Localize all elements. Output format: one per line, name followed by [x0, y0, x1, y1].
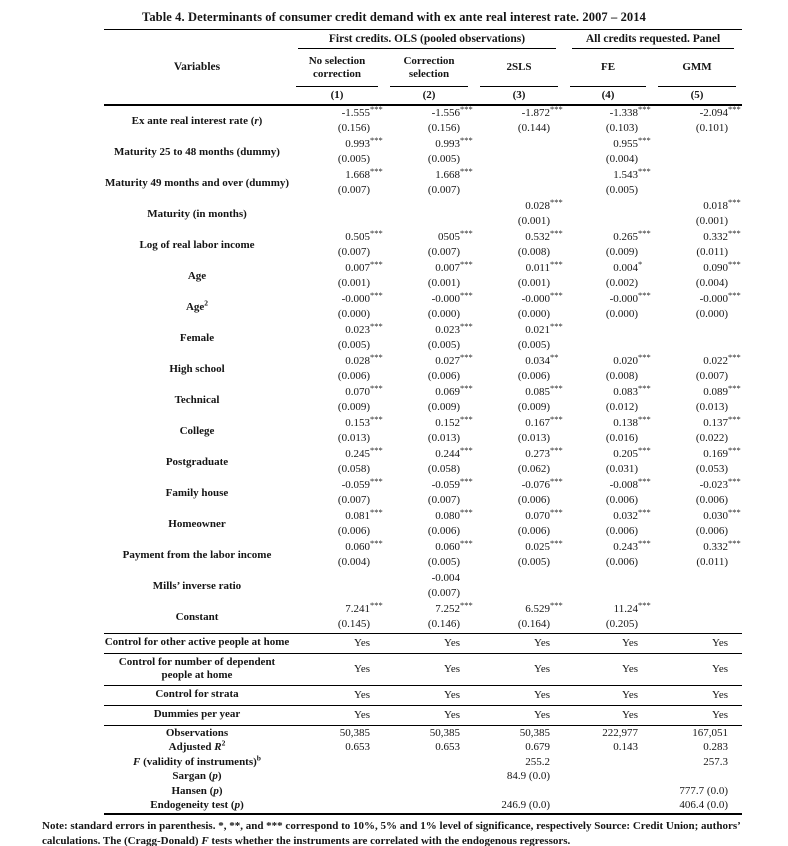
coefficient-row — [104, 447, 742, 463]
coefficient-cell: 0.021 *** — [525, 320, 563, 336]
coefficient-row — [104, 199, 742, 215]
control-value-cell: Yes — [474, 685, 564, 705]
stat-label: Endogeneity test (p) — [104, 798, 290, 814]
coefficient-cell: 0.244 *** — [435, 444, 473, 460]
control-value-cell: Yes — [474, 653, 564, 685]
stat-value-cell — [384, 769, 474, 784]
variables-header: Variables — [104, 30, 290, 105]
model-number-2: (2) — [384, 87, 474, 105]
standard-error-cell: (0.000) — [337, 308, 370, 320]
standard-error-cell: (0.005) — [517, 339, 550, 351]
standard-error-cell: (0.006) — [605, 525, 638, 537]
coefficient-row — [104, 168, 742, 184]
stat-value-cell: 84.9 (0.0) — [506, 770, 550, 782]
variable-label: Homeowner — [168, 517, 226, 530]
control-value-cell: Yes — [384, 685, 474, 705]
standard-error-cell: (0.013) — [337, 432, 370, 444]
coefficient-row — [104, 571, 742, 587]
coefficient-cell — [384, 199, 474, 215]
coefficient-cell: 0.007 *** — [345, 258, 383, 274]
coefficient-cell — [564, 323, 652, 339]
coefficient-cell: -0.000 *** — [521, 289, 563, 305]
standard-error-cell: (0.001) — [427, 277, 460, 289]
standard-error-cell: (0.005) — [337, 153, 370, 165]
variable-label: Family house — [165, 486, 229, 499]
control-value-cell: Yes — [384, 705, 474, 725]
table-body — [104, 105, 742, 634]
variable-label: Ex ante real interest rate (r) — [131, 114, 263, 127]
standard-error-cell: (0.007) — [337, 494, 370, 506]
coefficient-cell: 0.007 *** — [435, 258, 473, 274]
standard-error-cell: (0.004) — [695, 277, 728, 289]
standard-error-cell: (0.001) — [517, 215, 550, 227]
group-header-ols-label: First credits. OLS (pooled observations) — [298, 30, 556, 49]
control-row — [104, 705, 742, 725]
variable-label: Log of real labor income — [139, 238, 255, 251]
stat-value-cell: 222,977 — [602, 726, 638, 739]
variable-label: Payment from the labor income — [122, 548, 272, 561]
coefficient-cell: 0.332 *** — [703, 227, 741, 243]
standard-error-cell: (0.006) — [337, 370, 370, 382]
stat-value-cell: 0.679 — [525, 741, 550, 753]
coefficient-cell — [290, 199, 384, 215]
standard-error-cell: (0.144) — [517, 122, 550, 134]
variable-label: Female — [179, 331, 215, 344]
standard-error-cell: (0.012) — [605, 401, 638, 413]
standard-error-cell: (0.006) — [517, 370, 550, 382]
stat-value-cell: 777.7 (0.0) — [679, 784, 728, 797]
coefficient-cell: -0.059 *** — [431, 475, 473, 491]
coefficient-cell: 0.083 *** — [613, 382, 651, 398]
control-value-cell: Yes — [290, 705, 384, 725]
stat-value-cell — [384, 798, 474, 814]
stat-row — [104, 755, 742, 770]
coefficient-cell: -0.059 *** — [341, 475, 383, 491]
standard-error-cell: (0.002) — [605, 277, 638, 289]
stat-value-cell: 50,385 — [429, 726, 460, 739]
standard-error-cell: (0.145) — [337, 618, 370, 630]
stat-value-cell — [564, 784, 652, 799]
standard-error-cell: (0.062) — [517, 463, 550, 475]
coefficient-cell: 0.080 *** — [435, 506, 473, 522]
stat-label: F (validity of instruments)$^b$ — [133, 752, 261, 768]
stat-value-cell — [290, 769, 384, 784]
stat-row — [104, 740, 742, 755]
coefficient-cell — [652, 323, 742, 339]
standard-error-cell: (0.005) — [427, 556, 460, 568]
variable-label: Maturity 25 to 48 months (dummy) — [114, 145, 280, 158]
coefficient-cell: 0.027 *** — [435, 351, 473, 367]
model-number-4: (4) — [564, 87, 652, 105]
standard-error-cell: (0.022) — [695, 432, 728, 444]
coefficient-cell: -1.338 *** — [609, 103, 651, 119]
stat-label: Sargan (p) — [172, 770, 222, 782]
standard-error-cell: (0.013) — [695, 401, 728, 413]
control-value-cell: Yes — [652, 705, 742, 725]
standard-error-cell: (0.007) — [337, 246, 370, 258]
standard-error-cell: (0.000) — [695, 308, 728, 320]
control-value-cell: Yes — [384, 653, 474, 685]
coefficient-cell: 0.004 * — [613, 258, 643, 274]
standard-error-cell: (0.000) — [427, 308, 460, 320]
stat-value-cell — [564, 769, 652, 784]
coefficient-row — [104, 105, 742, 122]
standard-error-cell — [652, 617, 742, 633]
coefficient-cell: 11.24 *** — [613, 599, 651, 615]
stat-label: Hansen (p) — [171, 784, 223, 797]
coefficient-cell — [564, 199, 652, 215]
coefficient-cell: 0.028 *** — [345, 351, 383, 367]
coefficient-cell: -1.556 *** — [431, 103, 473, 119]
coefficient-cell: 0.018 *** — [703, 196, 741, 212]
coefficient-cell: 6.529 *** — [525, 599, 563, 615]
stat-label: Observations — [165, 726, 229, 739]
standard-error-cell: (0.006) — [605, 494, 638, 506]
control-value-cell: Yes — [474, 705, 564, 725]
standard-error-cell: (0.001) — [695, 215, 728, 227]
coefficient-row — [104, 385, 742, 401]
stat-value-cell: 50,385 — [339, 726, 370, 739]
coefficient-cell: -0.000 *** — [341, 289, 383, 305]
variable-label: Mills’ inverse ratio — [152, 579, 242, 592]
column-header-no-selection: No selection correction — [290, 50, 384, 87]
coefficient-cell: 0.532 *** — [525, 227, 563, 243]
coefficient-cell: 0.032 *** — [613, 506, 651, 522]
stat-value-cell — [564, 755, 652, 770]
controls-body — [104, 633, 742, 725]
variable-label: Constant — [175, 610, 219, 623]
column-header-gmm: GMM — [652, 50, 742, 87]
control-value-cell: Yes — [290, 685, 384, 705]
control-row — [104, 685, 742, 705]
coefficient-row — [104, 354, 742, 370]
coefficient-cell — [474, 168, 564, 184]
stats-body — [104, 725, 742, 814]
coefficient-cell: 0.011 *** — [525, 258, 563, 274]
stat-value-cell — [290, 784, 384, 799]
stat-value-cell — [384, 784, 474, 799]
standard-error-cell: (0.058) — [337, 463, 370, 475]
standard-error-cell: (0.007) — [427, 494, 460, 506]
control-label: Control for number of dependent people at home — [104, 653, 290, 685]
control-value-cell: Yes — [290, 633, 384, 653]
coefficient-cell: 0.138 *** — [613, 413, 651, 429]
coefficient-cell: -0.000 *** — [609, 289, 651, 305]
standard-error-cell: (0.008) — [605, 370, 638, 382]
standard-error-cell: (0.001) — [337, 277, 370, 289]
standard-error-cell: (0.103) — [605, 122, 638, 134]
control-value-cell: Yes — [474, 633, 564, 653]
standard-error-cell: (0.005) — [517, 556, 550, 568]
standard-error-cell: (0.000) — [517, 308, 550, 320]
coefficient-row — [104, 261, 742, 277]
standard-error-cell: (0.004) — [605, 153, 638, 165]
coefficient-cell — [652, 137, 742, 153]
stat-row — [104, 769, 742, 784]
standard-error-cell: (0.011) — [696, 556, 728, 568]
standard-error-cell: (0.031) — [605, 463, 638, 475]
standard-error-cell: (0.005) — [605, 184, 638, 196]
standard-error-cell: (0.006) — [427, 370, 460, 382]
table-title: Table 4. Determinants of consumer credit demand with ex ante real interest rate. 2007 – 2014 — [142, 10, 646, 24]
coefficient-cell: 0.060 *** — [345, 537, 383, 553]
group-header-panel-label: All credits requested. Panel — [572, 30, 734, 49]
variable-label: Age$^2$ — [185, 297, 209, 313]
standard-error-cell — [652, 586, 742, 602]
stat-value-cell: 0.143 — [613, 741, 638, 753]
standard-error-cell: (0.009) — [605, 246, 638, 258]
stat-value-cell: 0.653 — [345, 741, 370, 753]
stat-value-cell: 246.9 (0.0) — [474, 798, 564, 814]
coefficient-cell: -0.008 *** — [609, 475, 651, 491]
coefficient-cell: 0.137 *** — [703, 413, 741, 429]
coefficient-cell: 0.023 *** — [345, 320, 383, 336]
stat-value-cell — [384, 755, 474, 770]
standard-error-cell: (0.011) — [696, 246, 728, 258]
variable-label: Technical — [174, 393, 220, 406]
stat-value-cell: 257.3 — [703, 755, 728, 768]
coefficient-row — [104, 509, 742, 525]
standard-error-cell: (0.058) — [427, 463, 460, 475]
variable-label: Postgraduate — [165, 455, 229, 468]
group-header-ols — [290, 30, 564, 50]
stat-value-cell — [290, 798, 384, 814]
coefficient-cell: 1.543 *** — [613, 165, 651, 181]
standard-error-cell: (0.000) — [605, 308, 638, 320]
coefficient-cell: 0.169 *** — [703, 444, 741, 460]
control-row — [104, 633, 742, 653]
standard-error-cell: (0.006) — [695, 525, 728, 537]
control-value-cell: Yes — [290, 653, 384, 685]
variable-label: College — [179, 424, 215, 437]
control-value-cell: Yes — [564, 653, 652, 685]
stat-value-cell: 0.653 — [435, 741, 460, 753]
stat-label: Adjusted $R^2$ — [168, 738, 226, 753]
standard-error-cell: (0.009) — [427, 401, 460, 413]
standard-error-cell: (0.007) — [695, 370, 728, 382]
stat-value-cell — [652, 769, 742, 784]
coefficient-cell: 0.090 *** — [703, 258, 741, 274]
coefficient-cell: 0.167 *** — [525, 413, 563, 429]
variable-label: Maturity 49 months and over (dummy) — [104, 176, 290, 189]
coefficient-cell: 0.023 *** — [435, 320, 473, 336]
control-label: Dummies per year — [104, 705, 290, 725]
standard-error-cell: (0.146) — [427, 618, 460, 630]
standard-error-cell: (0.013) — [517, 432, 550, 444]
coefficient-cell: 0.025 *** — [525, 537, 563, 553]
coefficient-cell — [652, 602, 742, 618]
variable-label: Maturity (in months) — [147, 207, 247, 220]
stat-row — [104, 798, 742, 814]
standard-error-cell: (0.053) — [695, 463, 728, 475]
coefficient-cell: 0.030 *** — [703, 506, 741, 522]
standard-error-cell: (0.101) — [695, 122, 728, 134]
coefficient-cell: 0.993 *** — [345, 134, 383, 150]
coefficient-cell: 0.955 *** — [613, 134, 651, 150]
stat-value-cell: 50,385 — [519, 726, 550, 739]
standard-error-cell: (0.006) — [337, 525, 370, 537]
coefficient-cell: 0.089 *** — [703, 382, 741, 398]
coefficient-cell: 0.265 *** — [613, 227, 651, 243]
coefficient-cell: 0.273 *** — [525, 444, 563, 460]
coefficient-cell: 0.081 *** — [345, 506, 383, 522]
coefficient-cell: 0.060 *** — [435, 537, 473, 553]
standard-error-cell: (0.007) — [427, 184, 460, 196]
coefficient-cell: 0.243 *** — [613, 537, 651, 553]
stat-value-cell — [474, 784, 564, 799]
stat-value-cell — [564, 798, 652, 814]
coefficient-cell — [652, 571, 742, 587]
coefficient-row — [104, 478, 742, 494]
stat-value-cell: 406.4 (0.0) — [652, 798, 742, 814]
variable-label: Age — [187, 269, 207, 282]
coefficient-row — [104, 602, 742, 618]
coefficient-cell: -1.555 *** — [341, 103, 383, 119]
standard-error-cell: (0.156) — [337, 122, 370, 134]
coefficient-cell: 0.505 *** — [345, 227, 383, 243]
coefficient-cell: 0.020 *** — [613, 351, 651, 367]
column-header-correction: Correction selection — [384, 50, 474, 87]
standard-error-cell: (0.156) — [427, 122, 460, 134]
coefficient-cell — [290, 571, 384, 587]
variable-label: High school — [169, 362, 225, 375]
coefficient-cell: -0.000 *** — [431, 289, 473, 305]
standard-error-cell — [652, 152, 742, 168]
coefficient-cell: 1.668 *** — [345, 165, 383, 181]
coefficient-cell — [564, 571, 652, 587]
standard-error-cell: (0.005) — [427, 153, 460, 165]
control-label: Control for strata — [104, 685, 290, 705]
standard-error-cell: (0.205) — [605, 618, 638, 630]
table-note: Note: standard errors in parenthesis. *, **, and *** correspond to 10%, 5% and 1% level of significance, respectively Source: Credit Union; authors’ calculations. The (Cragg-Donald) F tests whether the instruments are correlated with the endogenous regressors. — [42, 819, 740, 846]
coefficient-row — [104, 292, 742, 308]
standard-error-cell: (0.007) — [337, 184, 370, 196]
coefficient-cell — [652, 168, 742, 184]
model-number-3: (3) — [474, 87, 564, 105]
control-value-cell: Yes — [564, 705, 652, 725]
column-header-fe: FE — [564, 50, 652, 87]
standard-error-cell: (0.001) — [517, 277, 550, 289]
coefficient-cell: 0.034 ** — [525, 351, 559, 367]
stat-value-cell: 255.2 — [525, 755, 550, 768]
coefficient-cell: 0.085 *** — [525, 382, 563, 398]
coefficient-cell — [474, 137, 564, 153]
model-number-5: (5) — [652, 87, 742, 105]
coefficient-cell: 0.205 *** — [613, 444, 651, 460]
control-value-cell: Yes — [652, 653, 742, 685]
coefficient-row — [104, 323, 742, 339]
model-number-1: (1) — [290, 87, 384, 105]
standard-error-cell: (0.005) — [337, 339, 370, 351]
standard-error-cell: (0.006) — [517, 525, 550, 537]
coefficient-row — [104, 137, 742, 153]
stat-row — [104, 725, 742, 740]
stat-value-cell — [290, 755, 384, 770]
coefficient-row — [104, 540, 742, 556]
coefficient-cell: 0.069 *** — [435, 382, 473, 398]
results-table — [104, 29, 742, 815]
coefficient-cell: -0.076 *** — [521, 475, 563, 491]
standard-error-cell: (0.009) — [337, 401, 370, 413]
coefficient-cell: -0.004 — [431, 571, 460, 584]
standard-error-cell: (0.006) — [517, 494, 550, 506]
standard-error-cell: (0.006) — [427, 525, 460, 537]
coefficient-cell: 0.993 *** — [435, 134, 473, 150]
coefficient-cell: -2.094 *** — [699, 103, 741, 119]
control-value-cell: Yes — [384, 633, 474, 653]
standard-error-cell: (0.013) — [427, 432, 460, 444]
coefficient-cell: 0.332 *** — [703, 537, 741, 553]
coefficient-cell: 0.028 *** — [525, 196, 563, 212]
control-value-cell: Yes — [652, 685, 742, 705]
stat-value-cell: 167,051 — [692, 726, 728, 739]
standard-error-cell: (0.009) — [517, 401, 550, 413]
coefficient-cell: -0.000 *** — [699, 289, 741, 305]
column-header-2sls: 2SLS — [474, 50, 564, 87]
coefficient-cell: 1.668 *** — [435, 165, 473, 181]
coefficient-cell: 7.252 *** — [435, 599, 473, 615]
standard-error-cell: (0.007) — [427, 246, 460, 258]
coefficient-cell: -0.023 *** — [699, 475, 741, 491]
control-label: Control for other active people at home — [104, 633, 290, 653]
coefficient-cell: 0.152 *** — [435, 413, 473, 429]
coefficient-cell: -1.872 *** — [521, 103, 563, 119]
standard-error-cell: (0.006) — [695, 494, 728, 506]
standard-error-cell: (0.005) — [427, 339, 460, 351]
standard-error-cell: (0.008) — [517, 246, 550, 258]
stat-value-cell: 0.283 — [703, 741, 728, 753]
coefficient-row — [104, 416, 742, 432]
stat-row — [104, 784, 742, 799]
control-row — [104, 653, 742, 685]
standard-error-cell: (0.164) — [517, 618, 550, 630]
coefficient-row — [104, 230, 742, 246]
standard-error-cell: (0.016) — [605, 432, 638, 444]
table-header — [104, 30, 742, 105]
coefficient-cell: 7.241 *** — [345, 599, 383, 615]
coefficient-cell: 0.153 *** — [345, 413, 383, 429]
control-value-cell: Yes — [564, 685, 652, 705]
coefficient-cell — [474, 571, 564, 587]
coefficient-cell: 0.070 *** — [525, 506, 563, 522]
standard-error-cell — [474, 152, 564, 168]
group-header-row — [104, 30, 742, 50]
coefficient-cell: 0.022 *** — [703, 351, 741, 367]
standard-error-cell: (0.006) — [605, 556, 638, 568]
coefficient-cell: 0.070 *** — [345, 382, 383, 398]
coefficient-cell: 0.245 *** — [345, 444, 383, 460]
control-value-cell: Yes — [564, 633, 652, 653]
standard-error-cell: (0.007) — [427, 587, 460, 599]
group-header-panel — [564, 30, 742, 50]
control-value-cell: Yes — [652, 633, 742, 653]
coefficient-cell: 0505 *** — [438, 227, 473, 243]
standard-error-cell: (0.004) — [337, 556, 370, 568]
